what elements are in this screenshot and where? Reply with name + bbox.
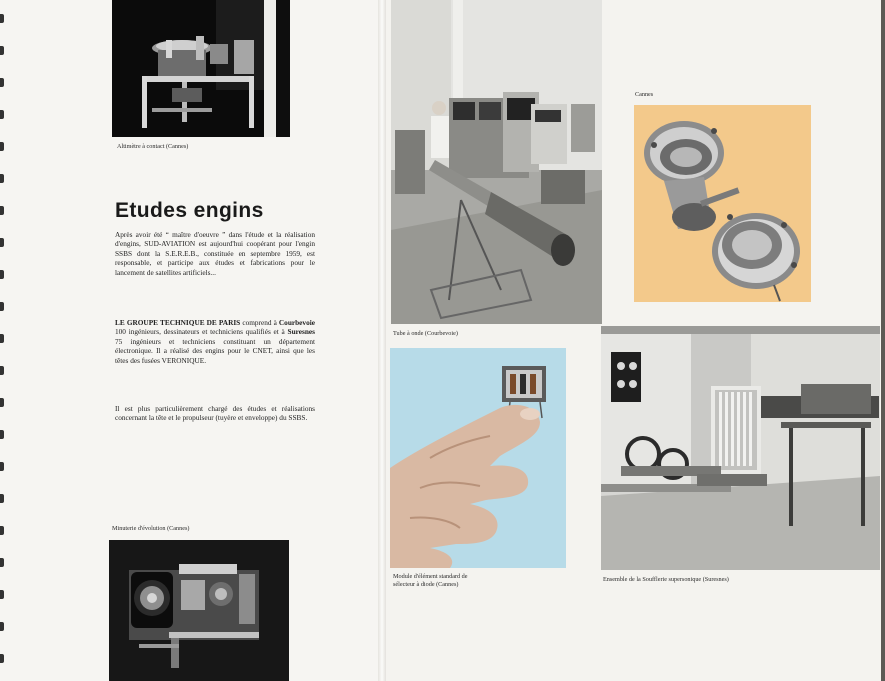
text-run: 100 ingénieurs, dessinateurs et techniciens qualifiés et à: [115, 327, 288, 337]
paragraph-groupe-title: LE GROUPE TECHNIQUE DE PARIS: [115, 318, 241, 327]
paragraph-intro: Après avoir été “ maître d'oeuvre ” dans l'étude et la réalisation d'engins, SUD-AVIATION est aujourd'hui coopérant pour l'engin SSBS dont la S.E.R.E.B., constituée en septembre 1959, est responsable, et participe aux études et fabrications pour le lancement de satellites artificiels...: [115, 230, 315, 277]
paragraph-groupe-technique: [115, 318, 315, 365]
place-suresnes: Suresnes: [287, 327, 315, 337]
page-gutter: [378, 0, 386, 681]
place-courbevoie: Courbevoie: [278, 318, 315, 327]
photo-module: [390, 348, 566, 568]
caption-tube-a-onde: Tube à onde (Courbevoie): [393, 330, 458, 337]
caption-module: Module d'élément standard de sélecteur à diode (Cannes): [393, 573, 468, 588]
page-edge: [881, 0, 885, 681]
caption-minuterie: Minuterie d'évolution (Cannes): [112, 525, 190, 532]
caption-soufflerie: Ensemble de la Soufflerie supersonique (Suresnes): [603, 576, 729, 583]
caption-cannes: Cannes: [635, 91, 654, 98]
caption-altimetre: Altimètre à contact (Cannes): [117, 143, 189, 150]
text-run: comprend à: [242, 318, 279, 327]
photo-soufflerie: [601, 326, 880, 570]
photo-minuterie: [109, 540, 289, 681]
spiral-binding: [0, 0, 4, 681]
section-heading: Etudes engins: [115, 199, 264, 222]
text-run: 75 ingénieurs et techniciens constituant un département électronique. Il a réalisé des engins pour le CNET, ainsi que les têtes des fusées VERONIQUE.: [115, 336, 315, 365]
photo-cannes: [634, 105, 811, 302]
photo-altimetre: [112, 0, 290, 137]
photo-tube-a-onde: [391, 0, 602, 324]
paragraph-ssbs: Il est plus particulièrement chargé des études et réalisations concernant la tête et le propulseur (tuyère et enveloppe) du SSBS.: [115, 404, 315, 423]
